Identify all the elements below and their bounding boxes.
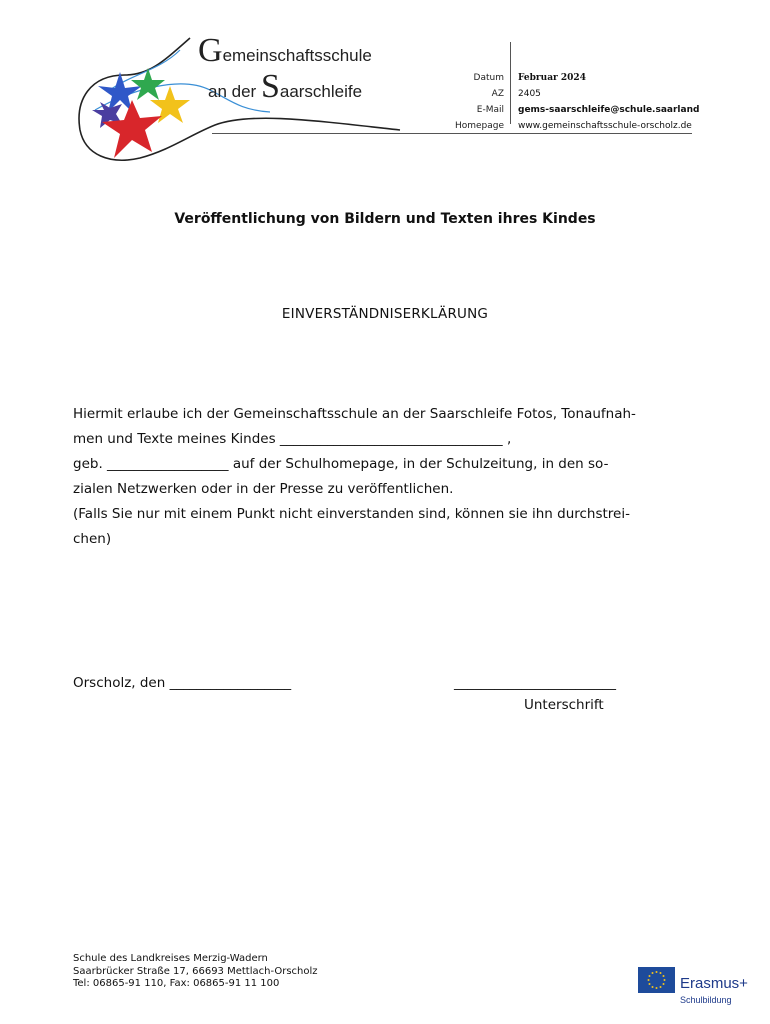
meta-label-datum: Datum — [473, 73, 504, 83]
meta-value-email[interactable]: gems-saarschleife@schule.saarland — [518, 105, 700, 115]
document-subtitle: EINVERSTÄNDNISERKLÄRUNG — [281, 306, 489, 322]
consent-line: chen) — [73, 531, 112, 547]
meta-value-homepage[interactable]: www.gemeinschaftsschule-orscholz.de — [518, 121, 692, 131]
document-title: Veröffentlichung von Bildern und Texten ihres Kindes — [174, 211, 596, 227]
meta-labels — [430, 70, 504, 134]
signature-label: Unterschrift — [524, 697, 604, 713]
erasmus-subtitle: Schulbildung — [680, 995, 732, 1005]
footer-line: Saarbrücker Straße 17, 66693 Mettlach-Orscholz — [73, 965, 318, 977]
eu-flag-icon — [638, 967, 675, 993]
meta-label-email: E-Mail — [476, 105, 504, 115]
header-rule — [212, 133, 692, 134]
consent-line: geb. __________________ auf der Schulhomepage, in der Schulzeitung, in den so- — [73, 456, 609, 472]
logo-line-2: an der Saarschleife — [208, 68, 363, 105]
meta-label-az: AZ — [491, 89, 504, 99]
footer-line: Tel: 06865-91 110, Fax: 06865-91 11 100 — [73, 978, 280, 989]
meta-label-homepage: Homepage — [454, 121, 504, 131]
logo-line-1: Gemeinschaftsschule — [198, 32, 372, 69]
consent-text — [73, 402, 713, 552]
erasmus-logo-text: Erasmus+ — [680, 975, 748, 992]
meta-value-datum: Februar 2024 — [518, 73, 586, 83]
signature-line: ________________________ — [454, 675, 616, 691]
meta-value-az: 2405 — [518, 89, 541, 99]
footer-address — [73, 953, 318, 991]
consent-line: men und Texte meines Kindes _________________________________ , — [73, 431, 512, 447]
consent-line: Hiermit erlaube ich der Gemeinschaftsschule an der Saarschleife Fotos, Tonaufnah- — [73, 406, 636, 422]
meta-divider — [510, 42, 511, 124]
star-green-icon — [131, 68, 165, 100]
consent-line: zialen Netzwerken oder in der Presse zu veröffentlichen. — [73, 481, 454, 497]
meta-values — [518, 70, 718, 134]
footer-line: Schule des Landkreises Merzig-Wadern — [73, 953, 268, 964]
school-logo — [70, 30, 415, 170]
place-date-field: Orscholz, den __________________ — [73, 675, 292, 691]
consent-line: (Falls Sie nur mit einem Punkt nicht einverstanden sind, können sie ihn durchstrei- — [73, 506, 630, 522]
